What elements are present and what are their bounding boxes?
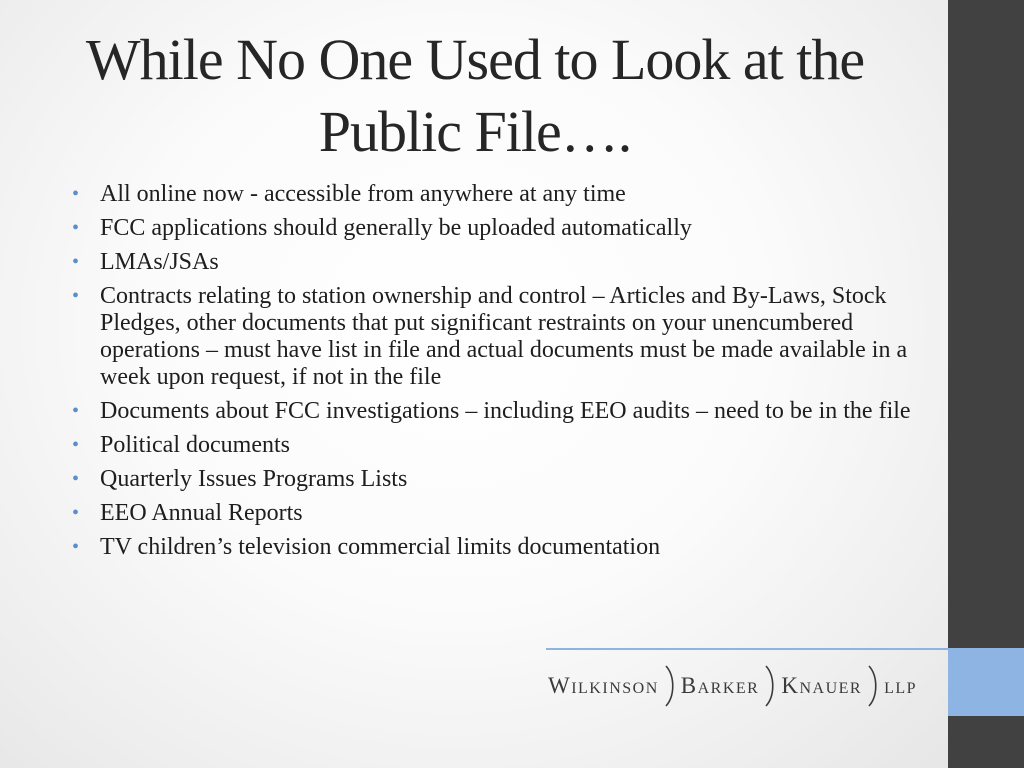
firm-logo <box>548 660 944 712</box>
bullet-text: TV children’s television commercial limits documentation <box>100 534 661 560</box>
bullet-icon: • <box>72 285 80 307</box>
logo-suffix-llp: llp <box>884 673 918 698</box>
bullet-text: Documents about FCC investigations – including EEO audits – need to be in the file <box>100 398 911 424</box>
bullet-icon: • <box>72 251 80 273</box>
bullet-text: LMAs/JSAs <box>100 249 219 275</box>
bullet-icon: • <box>72 400 80 422</box>
bullet-icon: • <box>72 502 80 524</box>
logo-divider <box>546 648 948 650</box>
bullet-text: EEO Annual Reports <box>100 500 303 526</box>
bullet-icon: • <box>72 468 80 490</box>
slide-title: While No One Used to Look at the Public File…. <box>85 27 865 164</box>
bullet-icon: • <box>72 217 80 239</box>
bullet-item <box>72 534 922 561</box>
bracket-icon <box>763 662 777 710</box>
bullet-item <box>72 432 922 459</box>
bullet-text: FCC applications should generally be uploaded automatically <box>100 215 692 241</box>
logo-name-barker: Barker <box>680 673 760 698</box>
logo-name-wilkinson: Wilkinson <box>548 673 659 698</box>
bullet-item <box>72 398 922 425</box>
bullet-item <box>72 283 922 391</box>
bullet-item <box>72 181 922 208</box>
bullet-icon: • <box>72 183 80 205</box>
logo-name-knauer: Knauer <box>781 673 863 698</box>
bracket-icon <box>866 662 880 710</box>
bullet-item <box>72 215 922 242</box>
bullet-text: Quarterly Issues Programs Lists <box>100 466 408 492</box>
bullet-list <box>72 181 922 568</box>
bracket-icon <box>663 662 677 710</box>
bullet-icon: • <box>72 536 80 558</box>
bullet-text: Political documents <box>100 432 290 458</box>
bullet-text: All online now - accessible from anywhere at any time <box>100 181 626 207</box>
bullet-item <box>72 466 922 493</box>
bullet-item <box>72 500 922 527</box>
bullet-text: Contracts relating to station ownership and control – Articles and By-Laws, Stock Pledges, other documents that put significant restraints on your unencumbered operations – must have list in file and actual documents must be made available in a week upon request, if not in the file <box>100 283 908 390</box>
bullet-item <box>72 249 922 276</box>
accent-block <box>948 648 1024 716</box>
bullet-icon: • <box>72 434 80 456</box>
